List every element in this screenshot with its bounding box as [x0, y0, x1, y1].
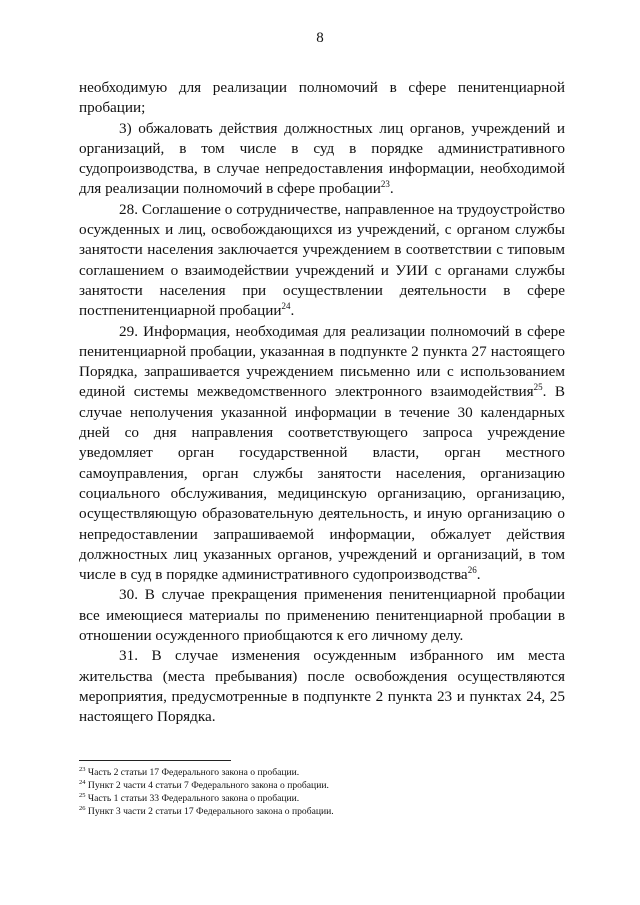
footnote-text: Пункт 2 части 4 статьи 7 Федерального закона о пробации.: [85, 780, 329, 791]
paragraph-29: [79, 322, 565, 586]
paragraph-28: [79, 200, 565, 322]
paragraph-text: необходимую для реализации полномочий в сфере пенитенциарной пробации;: [79, 79, 565, 117]
footnote: [79, 792, 565, 805]
paragraph-text: 28. Соглашение о сотрудничестве, направленное на трудоустройство осужденных и лиц, освобождающихся из учреждений, с органом службы занятости населения заключается учреждением в соответствии с типовым соглашением о взаимодействии учреждений и УИИ с органами службы занятости населения при осуществлении деятельности в сфере постпенитенциарной пробации: [79, 200, 565, 320]
page-number: 8: [316, 30, 324, 46]
footnote: [79, 779, 565, 792]
footnote-text: Часть 1 статьи 33 Федерального закона о пробации.: [85, 793, 300, 804]
paragraph-continuation: [79, 78, 565, 119]
footnote-text: Часть 2 статьи 17 Федерального закона о пробации.: [85, 767, 300, 778]
paragraph-text: 3) обжаловать действия должностных лиц органов, учреждений и организаций, в том числе в суд в порядке административного судопроизводства, в случае непредоставления информации, необходимой для реализации полномочий в сфере пробации: [79, 119, 565, 198]
footnote-text: Пункт 3 части 2 статьи 17 Федерального закона о пробации.: [85, 806, 334, 817]
footnote-ref: 23: [380, 179, 390, 190]
footnote-ref: 26: [467, 565, 477, 576]
paragraph-text: 29. Информация, необходимая для реализации полномочий в сфере пенитенциарной пробации, указанная в подпункте 2 пункта 27 настоящего Порядка, запрашивается учреждением письменно или с использованием единой системы межведомственного электронного взаимодействия: [79, 322, 565, 401]
paragraph-tail: .: [476, 566, 481, 584]
footnote-ref: 24: [281, 301, 291, 312]
footnote: [79, 805, 565, 818]
paragraph-tail: .: [290, 302, 295, 320]
footnote-number: 23: [79, 765, 86, 773]
footnote-divider: [79, 760, 231, 761]
footnotes: [79, 766, 565, 818]
footnote-number: 24: [79, 778, 86, 786]
paragraph-item-3: [79, 119, 565, 200]
paragraph-30: [79, 585, 565, 646]
paragraph-31: [79, 646, 565, 727]
paragraph-text: 31. В случае изменения осужденным избранного им места жительства (места пребывания) после освобождения осуществляются мероприятия, предусмотренные в подпункте 2 пункта 23 и пунктах 24, 25 настоящего Порядка.: [79, 647, 565, 726]
body-text: [79, 78, 565, 728]
paragraph-text: 30. В случае прекращения применения пенитенциарной пробации все имеющиеся материалы по применению пенитенциарной пробации в отношении осужденного приобщаются к его личному делу.: [79, 586, 565, 645]
footnote-number: 25: [79, 791, 86, 799]
footnote-number: 26: [79, 804, 86, 812]
footnote: [79, 766, 565, 779]
footnote-ref: 25: [533, 382, 543, 393]
paragraph-tail: . В случае неполучения указанной информации в течение 30 календарных дней со дня направления соответствующего запроса учреждение уведомляет орган государственной власти, орган местного самоуправления, орган службы занятости населения, организацию социального обслуживания, медицинскую организацию, организацию, осуществляющую образовательную деятельность, и иную организацию о непредоставлении запрашиваемой информации, обжалует действия должностных лиц указанных органов, учреждений и организаций, в том числе в суд в порядке административного судопроизводства: [79, 383, 565, 584]
paragraph-tail: .: [389, 180, 394, 198]
